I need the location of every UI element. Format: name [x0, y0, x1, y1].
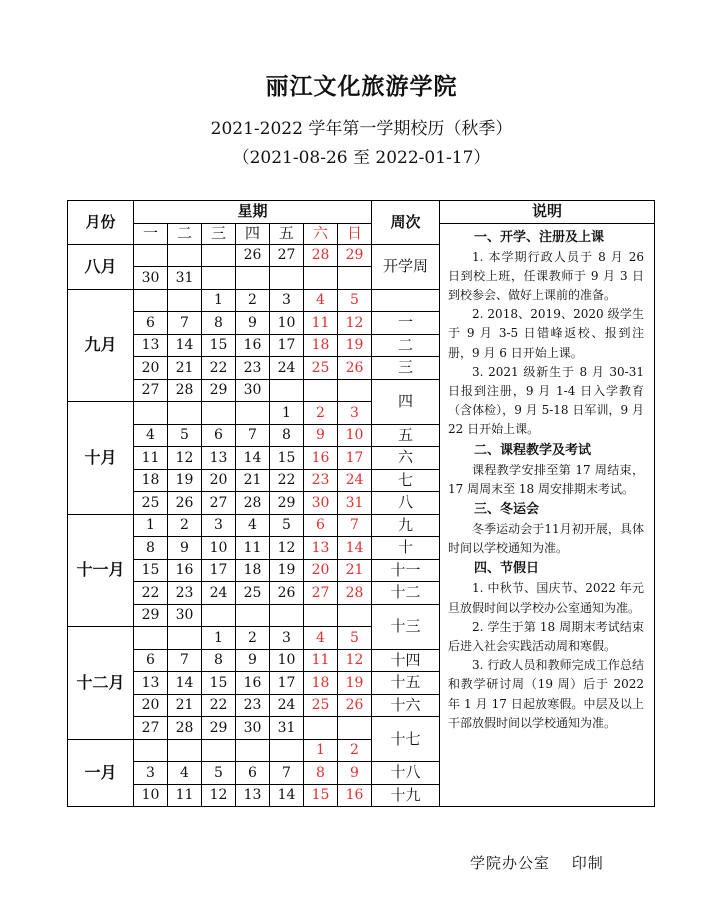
day-cell: 24 [270, 357, 304, 380]
day-cell: 28 [338, 582, 372, 605]
day-cell: 9 [168, 537, 202, 560]
day-cell: 2 [236, 627, 270, 650]
day-cell: 5 [270, 514, 304, 537]
day-cell: 2 [236, 289, 270, 312]
day-cell: 27 [304, 582, 338, 605]
day-cell: 16 [168, 559, 202, 582]
day-cell: 23 [236, 357, 270, 380]
weekday-label: 日 [338, 223, 372, 244]
day-cell: 17 [338, 447, 372, 470]
day-cell: 19 [168, 469, 202, 492]
day-cell: 24 [202, 582, 236, 605]
day-cell: 18 [304, 672, 338, 695]
month-label: 九月 [68, 289, 134, 402]
day-cell: 26 [168, 492, 202, 515]
day-cell: 28 [236, 492, 270, 515]
day-cell: 8 [134, 537, 168, 560]
day-cell: 11 [134, 447, 168, 470]
day-cell: 18 [134, 469, 168, 492]
month-label: 十一月 [68, 514, 134, 627]
day-cell [236, 402, 270, 425]
day-cell: 26 [236, 244, 270, 267]
day-cell: 2 [304, 402, 338, 425]
day-cell: 20 [304, 559, 338, 582]
day-cell: 22 [202, 694, 236, 717]
day-cell: 12 [168, 447, 202, 470]
day-cell: 29 [202, 717, 236, 740]
day-cell: 23 [236, 694, 270, 717]
day-cell: 12 [338, 649, 372, 672]
day-cell: 9 [236, 649, 270, 672]
day-cell [304, 717, 338, 740]
weekday-row [68, 223, 655, 244]
weekday-label: 三 [202, 223, 236, 244]
day-cell [202, 402, 236, 425]
day-cell: 6 [202, 424, 236, 447]
day-cell: 22 [134, 582, 168, 605]
day-cell: 20 [134, 694, 168, 717]
day-cell: 19 [338, 334, 372, 357]
week-number: 四 [372, 379, 440, 424]
notes-paragraph: 2. 学生于第 18 周期末考试结束后进入社会实践活动周和寒假。 [448, 619, 644, 653]
day-cell: 26 [338, 694, 372, 717]
day-cell: 30 [134, 267, 168, 290]
day-cell [270, 739, 304, 762]
week-number: 十一 [372, 559, 440, 582]
day-cell: 30 [236, 379, 270, 402]
day-cell [304, 379, 338, 402]
day-cell: 10 [202, 537, 236, 560]
weekday-label: 六 [304, 223, 338, 244]
day-cell: 13 [202, 447, 236, 470]
day-cell: 12 [202, 784, 236, 807]
day-cell: 4 [168, 762, 202, 785]
week-number: 十三 [372, 604, 440, 649]
day-cell [304, 604, 338, 627]
day-cell: 24 [338, 469, 372, 492]
day-cell: 12 [270, 537, 304, 560]
day-cell [270, 604, 304, 627]
day-cell: 19 [270, 559, 304, 582]
week-number: 十二 [372, 582, 440, 605]
weekday-label: 四 [236, 223, 270, 244]
day-cell: 13 [304, 537, 338, 560]
day-cell: 5 [168, 424, 202, 447]
notes-paragraph: 3. 行政人员和教师完成工作总结和教学研讨周（19 周）后于 2022 年 1 月 17 日起放寒假。中层及以上干部放假时间以学校通知为准。 [448, 658, 644, 730]
week-number: 十七 [372, 717, 440, 762]
day-cell: 19 [338, 672, 372, 695]
footer-office: 学院办公室 印制 [470, 854, 604, 872]
day-cell: 4 [304, 289, 338, 312]
day-cell: 6 [236, 762, 270, 785]
notes-section-title: 三、冬运会 [474, 501, 540, 517]
week-number: 一 [372, 312, 440, 335]
day-cell: 25 [134, 492, 168, 515]
day-cell: 8 [202, 312, 236, 335]
day-cell [202, 739, 236, 762]
week-number: 十 [372, 537, 440, 560]
day-cell: 20 [134, 357, 168, 380]
day-cell [236, 267, 270, 290]
day-cell: 8 [304, 762, 338, 785]
day-cell [338, 379, 372, 402]
day-cell: 10 [270, 649, 304, 672]
page-title: 丽江文化旅游学院 [265, 74, 458, 100]
day-cell: 26 [270, 582, 304, 605]
day-cell: 2 [338, 739, 372, 762]
day-cell: 27 [270, 244, 304, 267]
day-cell: 29 [202, 379, 236, 402]
day-cell: 30 [304, 492, 338, 515]
day-cell: 15 [304, 784, 338, 807]
day-cell: 22 [202, 357, 236, 380]
day-cell: 2 [168, 514, 202, 537]
day-cell: 7 [236, 424, 270, 447]
notes-paragraph: 1. 本学期行政人员于 8 月 26 日到校上班，任课教师于 9 月 3 日到校参会、做好上课前的准备。 [448, 249, 644, 302]
day-cell [134, 289, 168, 312]
day-cell: 25 [236, 582, 270, 605]
day-cell: 8 [202, 649, 236, 672]
notes-paragraph: 冬季运动会于11月初开展，具体时间以学校通知为准。 [448, 521, 644, 556]
day-cell: 31 [168, 267, 202, 290]
day-cell: 22 [270, 469, 304, 492]
day-cell: 31 [270, 717, 304, 740]
day-cell: 6 [134, 649, 168, 672]
day-cell: 6 [134, 312, 168, 335]
day-cell: 14 [338, 537, 372, 560]
day-cell [270, 267, 304, 290]
weekday-label: 一 [134, 223, 168, 244]
day-cell: 16 [236, 334, 270, 357]
day-cell [134, 402, 168, 425]
day-cell: 15 [202, 334, 236, 357]
day-cell: 10 [134, 784, 168, 807]
day-cell: 11 [304, 649, 338, 672]
month-label: 八月 [68, 244, 134, 289]
day-cell [202, 604, 236, 627]
notes-paragraph: 3. 2021 级新生于 8 月 30-31 日报到注册，9 月 1-4 日入学教育（含体检），9 月 5-18 日军训，9 月 22 日开始上课。 [448, 364, 644, 437]
school-calendar-table [67, 200, 655, 807]
day-cell: 5 [338, 627, 372, 650]
week-number: 五 [372, 424, 440, 447]
day-cell: 27 [134, 717, 168, 740]
day-cell: 1 [134, 514, 168, 537]
day-cell: 13 [134, 334, 168, 357]
day-cell: 3 [270, 627, 304, 650]
day-cell: 5 [338, 289, 372, 312]
day-cell: 29 [134, 604, 168, 627]
day-cell: 3 [338, 402, 372, 425]
day-cell: 6 [304, 514, 338, 537]
week-number: 七 [372, 469, 440, 492]
notes-paragraph: 1. 中秋节、国庆节、2022 年元旦放假时间以学校办公室通知为准。 [448, 581, 644, 615]
day-cell: 9 [304, 424, 338, 447]
day-cell [270, 379, 304, 402]
week-number: 十六 [372, 694, 440, 717]
day-cell: 11 [304, 312, 338, 335]
day-cell: 23 [168, 582, 202, 605]
day-cell [338, 267, 372, 290]
day-cell [202, 244, 236, 267]
day-cell: 17 [270, 672, 304, 695]
day-cell [168, 289, 202, 312]
day-cell [338, 604, 372, 627]
day-cell: 4 [304, 627, 338, 650]
day-cell [304, 267, 338, 290]
day-cell: 7 [270, 762, 304, 785]
day-cell: 1 [202, 289, 236, 312]
day-cell: 28 [168, 717, 202, 740]
day-cell: 10 [338, 424, 372, 447]
notes-panel [440, 223, 655, 807]
week-number: 开学周 [372, 244, 440, 289]
day-cell [168, 627, 202, 650]
day-cell: 24 [270, 694, 304, 717]
day-cell: 29 [270, 492, 304, 515]
day-cell: 9 [338, 762, 372, 785]
date-range: （2021-08-26 至 2022-01-17） [232, 148, 491, 168]
day-cell: 30 [236, 717, 270, 740]
day-cell: 30 [168, 604, 202, 627]
day-cell: 3 [134, 762, 168, 785]
week-number: 三 [372, 357, 440, 380]
day-cell: 28 [304, 244, 338, 267]
day-cell: 20 [202, 469, 236, 492]
weekday-label: 二 [168, 223, 202, 244]
day-cell: 9 [236, 312, 270, 335]
day-cell [236, 739, 270, 762]
day-cell [168, 402, 202, 425]
notes-paragraph: 2. 2018、2019、2020 级学生于 9 月 3-5 日错峰返校、报到注册，9 月 6 日开始上课。 [448, 307, 644, 360]
notes-paragraph: 课程教学安排至第 17 周结束，17 周周末至 18 周安排期末考试。 [448, 462, 644, 496]
day-cell: 7 [168, 312, 202, 335]
notes-section-title: 四、节假日 [474, 561, 540, 577]
day-cell: 23 [304, 469, 338, 492]
day-cell: 25 [304, 694, 338, 717]
day-cell: 14 [270, 784, 304, 807]
day-cell: 26 [338, 357, 372, 380]
day-cell: 31 [338, 492, 372, 515]
day-cell: 5 [202, 762, 236, 785]
day-cell: 27 [134, 379, 168, 402]
day-cell: 16 [304, 447, 338, 470]
week-number: 十五 [372, 672, 440, 695]
notes-section-title: 二、课程教学及考试 [474, 442, 592, 458]
day-cell: 28 [168, 379, 202, 402]
day-cell: 1 [304, 739, 338, 762]
day-cell: 1 [270, 402, 304, 425]
day-cell: 25 [304, 357, 338, 380]
header-row [68, 201, 655, 224]
day-cell: 14 [168, 334, 202, 357]
month-label: 十二月 [68, 627, 134, 740]
day-cell: 18 [236, 559, 270, 582]
day-cell: 11 [236, 537, 270, 560]
day-cell: 16 [236, 672, 270, 695]
day-cell: 21 [236, 469, 270, 492]
week-number: 十四 [372, 649, 440, 672]
day-cell [338, 717, 372, 740]
week-number: 二 [372, 334, 440, 357]
calendar-subtitle: 2021-2022 学年第一学期校历（秋季） [210, 119, 513, 139]
day-cell: 7 [338, 514, 372, 537]
day-cell: 4 [134, 424, 168, 447]
day-cell: 29 [338, 244, 372, 267]
day-cell [168, 244, 202, 267]
notes-section-title: 一、开学、注册及上课 [474, 229, 605, 245]
day-cell: 16 [338, 784, 372, 807]
day-cell [168, 739, 202, 762]
day-cell: 15 [202, 672, 236, 695]
day-cell [134, 739, 168, 762]
day-cell: 17 [202, 559, 236, 582]
weekday-group-header: 星期 [134, 201, 372, 224]
month-label: 一月 [68, 739, 134, 807]
day-cell: 21 [338, 559, 372, 582]
weekday-label: 五 [270, 223, 304, 244]
day-cell: 10 [270, 312, 304, 335]
day-cell: 13 [236, 784, 270, 807]
day-cell: 3 [202, 514, 236, 537]
day-cell [236, 604, 270, 627]
week-number: 八 [372, 492, 440, 515]
day-cell: 7 [168, 649, 202, 672]
week-number: 六 [372, 447, 440, 470]
week-number: 九 [372, 514, 440, 537]
day-cell: 17 [270, 334, 304, 357]
week-number-header: 周次 [372, 201, 440, 245]
day-cell: 21 [168, 694, 202, 717]
day-cell: 8 [270, 424, 304, 447]
day-cell [134, 627, 168, 650]
week-number: 十八 [372, 762, 440, 785]
day-cell: 15 [134, 559, 168, 582]
day-cell: 3 [270, 289, 304, 312]
day-cell: 14 [236, 447, 270, 470]
notes-header: 说明 [440, 201, 655, 224]
day-cell: 15 [270, 447, 304, 470]
day-cell [202, 267, 236, 290]
week-number: 十九 [372, 784, 440, 807]
day-cell: 4 [236, 514, 270, 537]
day-cell: 11 [168, 784, 202, 807]
day-cell [134, 244, 168, 267]
day-cell: 18 [304, 334, 338, 357]
month-header: 月份 [68, 201, 134, 245]
day-cell: 1 [202, 627, 236, 650]
day-cell: 27 [202, 492, 236, 515]
day-cell: 12 [338, 312, 372, 335]
day-cell: 14 [168, 672, 202, 695]
month-label: 十月 [68, 402, 134, 515]
day-cell: 21 [168, 357, 202, 380]
day-cell: 13 [134, 672, 168, 695]
